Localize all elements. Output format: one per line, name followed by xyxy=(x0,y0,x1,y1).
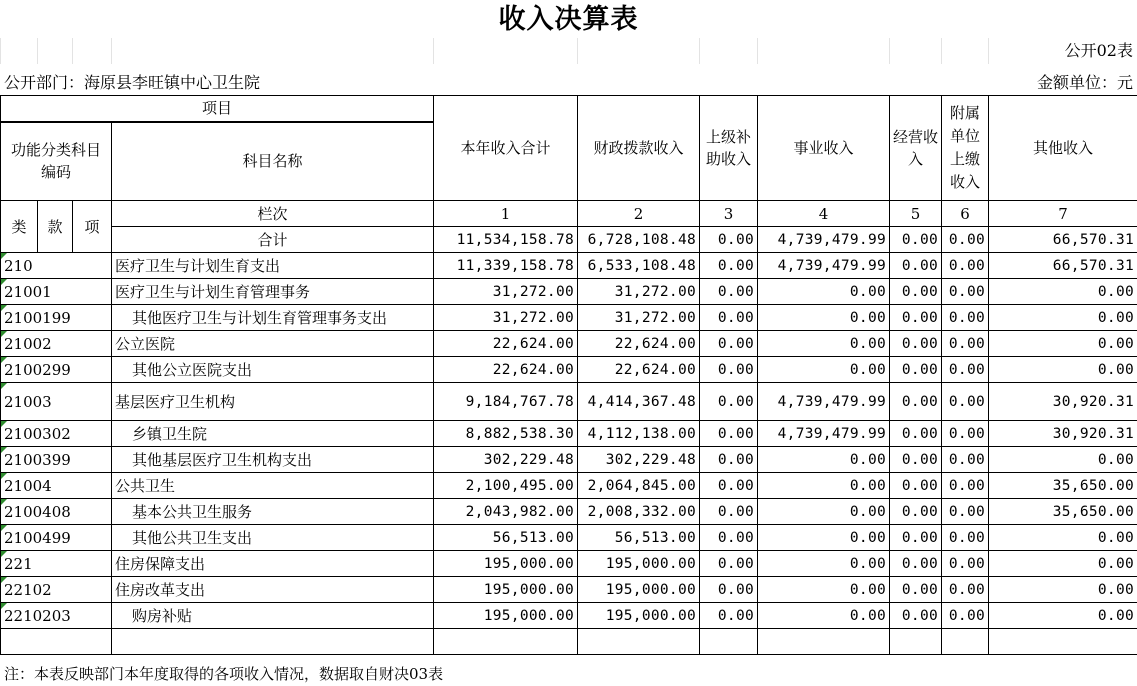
total-label: 合计 xyxy=(112,227,434,253)
row-value: 2,008,332.00 xyxy=(578,499,700,525)
row-value: 56,513.00 xyxy=(578,525,700,551)
row-name: 医疗卫生与计划生育支出 xyxy=(112,253,434,279)
row-value: 0.00 xyxy=(890,253,942,279)
row-value: 0.00 xyxy=(989,331,1137,357)
row-value: 0.00 xyxy=(942,421,989,447)
row-value: 0.00 xyxy=(989,447,1137,473)
unit-label: 金额单位：元 xyxy=(1036,73,1133,92)
row-name: 公共卫生 xyxy=(112,473,434,499)
row-value: 0.00 xyxy=(942,305,989,331)
row-name: 其他公立医院支出 xyxy=(112,357,434,383)
row-value: 195,000.00 xyxy=(434,551,578,577)
table-row xyxy=(1,331,1137,357)
row-value: 0.00 xyxy=(942,499,989,525)
row-name: 基本公共卫生服务 xyxy=(112,499,434,525)
row-value: 0.00 xyxy=(890,447,942,473)
header-col-operating: 经营收入 xyxy=(890,96,942,201)
blank-cell xyxy=(890,629,942,655)
row-code: 2100199 xyxy=(1,305,112,331)
row-value: 0.00 xyxy=(890,357,942,383)
header-col-total: 本年收入合计 xyxy=(434,96,578,201)
blank-cell xyxy=(112,629,434,655)
row-value: 195,000.00 xyxy=(578,577,700,603)
row-value: 0.00 xyxy=(758,603,890,629)
row-value: 31,272.00 xyxy=(578,305,700,331)
row-value: 0.00 xyxy=(942,357,989,383)
row-value: 9,184,767.78 xyxy=(434,383,578,421)
row-name: 购房补贴 xyxy=(112,603,434,629)
table-number: 公开02表 xyxy=(1064,41,1133,60)
row-name: 乡镇卫生院 xyxy=(112,421,434,447)
blank-cell xyxy=(434,629,578,655)
header-col-superior: 上级补助收入 xyxy=(700,96,758,201)
row-value: 0.00 xyxy=(700,577,758,603)
table-row xyxy=(1,551,1137,577)
row-value: 0.00 xyxy=(700,305,758,331)
row-name: 医疗卫生与计划生育管理事务 xyxy=(112,279,434,305)
blank-cell xyxy=(700,629,758,655)
table-row xyxy=(1,305,1137,331)
total-value: 11,534,158.78 xyxy=(434,227,578,253)
row-value: 195,000.00 xyxy=(578,603,700,629)
table-row xyxy=(1,421,1137,447)
row-value: 0.00 xyxy=(942,473,989,499)
row-value: 0.00 xyxy=(890,603,942,629)
col-num: 1 xyxy=(434,201,578,227)
total-value: 0.00 xyxy=(942,227,989,253)
total-value: 0.00 xyxy=(890,227,942,253)
row-code: 2100399 xyxy=(1,447,112,473)
col-num: 2 xyxy=(578,201,700,227)
header-col-business: 事业收入 xyxy=(758,96,890,201)
row-value: 0.00 xyxy=(890,421,942,447)
footnote: 注：本表反映部门本年度取得的各项收入情况，数据取自财决03表 xyxy=(4,665,444,683)
row-value: 0.00 xyxy=(989,279,1137,305)
header-col-other: 其他收入 xyxy=(989,96,1137,201)
total-value: 4,739,479.99 xyxy=(758,227,890,253)
row-value: 0.00 xyxy=(700,525,758,551)
row-value: 0.00 xyxy=(700,603,758,629)
row-name: 其他医疗卫生与计划生育管理事务支出 xyxy=(112,305,434,331)
department-label: 公开部门：海原县李旺镇中心卫生院 xyxy=(4,73,261,92)
row-name: 基层医疗卫生机构 xyxy=(112,383,434,421)
row-code: 2100299 xyxy=(1,357,112,383)
row-code: 21002 xyxy=(1,331,112,357)
table-row xyxy=(1,447,1137,473)
row-value: 22,624.00 xyxy=(578,357,700,383)
table-row xyxy=(1,473,1137,499)
table-row xyxy=(1,279,1137,305)
row-value: 0.00 xyxy=(758,357,890,383)
row-code: 2100408 xyxy=(1,499,112,525)
row-value: 0.00 xyxy=(758,577,890,603)
col-num: 5 xyxy=(890,201,942,227)
total-value: 6,728,108.48 xyxy=(578,227,700,253)
row-value: 0.00 xyxy=(989,551,1137,577)
row-value: 0.00 xyxy=(942,447,989,473)
header-col-subsidiary: 附属单位上缴收入 xyxy=(942,96,989,201)
row-value: 195,000.00 xyxy=(434,603,578,629)
row-code: 21001 xyxy=(1,279,112,305)
spreadsheet-grid-row xyxy=(0,38,1137,64)
row-value: 2,064,845.00 xyxy=(578,473,700,499)
row-value: 8,882,538.30 xyxy=(434,421,578,447)
row-value: 0.00 xyxy=(700,447,758,473)
row-value: 0.00 xyxy=(942,577,989,603)
blank-cell xyxy=(578,629,700,655)
row-value: 11,339,158.78 xyxy=(434,253,578,279)
row-name: 住房保障支出 xyxy=(112,551,434,577)
row-value: 0.00 xyxy=(700,499,758,525)
header-kuan: 款 xyxy=(38,201,73,253)
row-value: 0.00 xyxy=(890,305,942,331)
header-item: 项目 xyxy=(1,96,434,122)
blank-cell xyxy=(758,629,890,655)
col-num: 3 xyxy=(700,201,758,227)
report-title: 收入决算表 xyxy=(498,4,639,35)
blank-cell xyxy=(989,629,1137,655)
table-row xyxy=(1,603,1137,629)
row-value: 0.00 xyxy=(700,279,758,305)
blank-row xyxy=(1,629,1137,655)
row-value: 0.00 xyxy=(700,383,758,421)
row-value: 195,000.00 xyxy=(434,577,578,603)
row-value: 302,229.48 xyxy=(578,447,700,473)
row-value: 22,624.00 xyxy=(434,331,578,357)
header-xiang: 项 xyxy=(73,201,112,253)
row-value: 35,650.00 xyxy=(989,473,1137,499)
row-value: 35,650.00 xyxy=(989,499,1137,525)
row-value: 0.00 xyxy=(700,551,758,577)
header-subject-name: 科目名称 xyxy=(112,122,434,201)
row-value: 0.00 xyxy=(942,383,989,421)
row-name: 其他基层医疗卫生机构支出 xyxy=(112,447,434,473)
row-value: 0.00 xyxy=(758,447,890,473)
row-value: 0.00 xyxy=(700,473,758,499)
row-value: 0.00 xyxy=(890,525,942,551)
total-value: 0.00 xyxy=(700,227,758,253)
row-value: 0.00 xyxy=(890,577,942,603)
row-value: 195,000.00 xyxy=(578,551,700,577)
total-row xyxy=(1,227,1137,253)
row-value: 2,043,982.00 xyxy=(434,499,578,525)
row-value: 0.00 xyxy=(700,421,758,447)
row-code: 22102 xyxy=(1,577,112,603)
row-value: 22,624.00 xyxy=(434,357,578,383)
row-value: 0.00 xyxy=(758,551,890,577)
row-value: 31,272.00 xyxy=(434,305,578,331)
row-value: 0.00 xyxy=(942,253,989,279)
row-value: 0.00 xyxy=(758,473,890,499)
row-value: 0.00 xyxy=(989,525,1137,551)
table-row xyxy=(1,577,1137,603)
blank-cell xyxy=(1,629,112,655)
header-func-code: 功能分类科目编码 xyxy=(1,122,112,201)
row-value: 0.00 xyxy=(700,357,758,383)
table-row xyxy=(1,499,1137,525)
row-value: 4,739,479.99 xyxy=(758,253,890,279)
header-col-fiscal: 财政拨款收入 xyxy=(578,96,700,201)
row-code: 21004 xyxy=(1,473,112,499)
income-table xyxy=(0,95,1137,655)
row-value: 302,229.48 xyxy=(434,447,578,473)
row-value: 0.00 xyxy=(989,305,1137,331)
row-code: 221 xyxy=(1,551,112,577)
row-value: 4,739,479.99 xyxy=(758,421,890,447)
row-name: 其他公共卫生支出 xyxy=(112,525,434,551)
col-num: 6 xyxy=(942,201,989,227)
row-value: 31,272.00 xyxy=(434,279,578,305)
row-code: 2210203 xyxy=(1,603,112,629)
row-value: 0.00 xyxy=(942,603,989,629)
row-value: 0.00 xyxy=(942,331,989,357)
row-value: 4,112,138.00 xyxy=(578,421,700,447)
row-value: 22,624.00 xyxy=(578,331,700,357)
row-value: 0.00 xyxy=(942,551,989,577)
header-lei: 类 xyxy=(1,201,38,253)
row-value: 0.00 xyxy=(890,331,942,357)
row-value: 0.00 xyxy=(890,473,942,499)
row-value: 0.00 xyxy=(758,279,890,305)
row-value: 0.00 xyxy=(989,357,1137,383)
table-row xyxy=(1,525,1137,551)
row-value: 0.00 xyxy=(758,499,890,525)
row-value: 0.00 xyxy=(700,253,758,279)
row-value: 30,920.31 xyxy=(989,383,1137,421)
row-value: 30,920.31 xyxy=(989,421,1137,447)
row-code: 2100499 xyxy=(1,525,112,551)
row-value: 66,570.31 xyxy=(989,253,1137,279)
header-lanci: 栏次 xyxy=(112,201,434,227)
table-row xyxy=(1,383,1137,421)
row-value: 0.00 xyxy=(700,331,758,357)
row-value: 56,513.00 xyxy=(434,525,578,551)
row-value: 0.00 xyxy=(758,525,890,551)
total-value: 66,570.31 xyxy=(989,227,1137,253)
row-value: 6,533,108.48 xyxy=(578,253,700,279)
col-num: 7 xyxy=(989,201,1137,227)
row-name: 公立医院 xyxy=(112,331,434,357)
row-value: 0.00 xyxy=(890,383,942,421)
row-value: 2,100,495.00 xyxy=(434,473,578,499)
row-code: 2100302 xyxy=(1,421,112,447)
row-value: 4,739,479.99 xyxy=(758,383,890,421)
row-value: 0.00 xyxy=(758,331,890,357)
row-value: 31,272.00 xyxy=(578,279,700,305)
row-value: 4,414,367.48 xyxy=(578,383,700,421)
col-num: 4 xyxy=(758,201,890,227)
blank-cell xyxy=(942,629,989,655)
row-code: 21003 xyxy=(1,383,112,421)
row-code: 210 xyxy=(1,253,112,279)
row-value: 0.00 xyxy=(989,577,1137,603)
row-value: 0.00 xyxy=(989,603,1137,629)
row-value: 0.00 xyxy=(942,525,989,551)
table-row xyxy=(1,253,1137,279)
row-value: 0.00 xyxy=(942,279,989,305)
row-name: 住房改革支出 xyxy=(112,577,434,603)
table-row xyxy=(1,357,1137,383)
row-value: 0.00 xyxy=(890,279,942,305)
row-value: 0.00 xyxy=(758,305,890,331)
row-value: 0.00 xyxy=(890,499,942,525)
row-value: 0.00 xyxy=(890,551,942,577)
